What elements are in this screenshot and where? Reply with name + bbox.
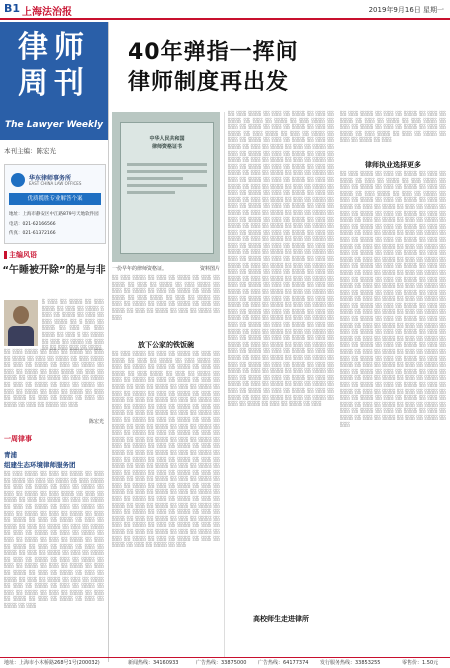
subhead-3: 高校师生走进律所 bbox=[228, 614, 334, 624]
footer-price: 零售价：1.50元 bbox=[402, 660, 439, 666]
editor-credit: 本刊主编：陈宏光 bbox=[4, 147, 56, 155]
law-firm-ad bbox=[4, 164, 106, 244]
column-divider-2 bbox=[224, 112, 225, 657]
headline-line-1: 40年弹指一挥间 bbox=[128, 40, 299, 65]
article-text-col2: ░░ ░░░ ░░░░ ░░ ░░░ ░░ ░░░░ ░░ ░░░ ░░ ░░░░ ░░ ░░░ ░░ ░░░░ ░░ ░░░ ░░░░ ░░ ░░░ ░░ ░░░░ ░░ ░░░ ░░ ░░░░ ░░ ░░░ ░░ ░░░░ ░░ ░░░ ░░░░ ░░ ░░░ ░░ ░░░░ ░░ ░░░ ░░ ░░░░ ░░ ░░░ ░░ ░░░░ ░░ ░░░ ░░ ░░░░ ░░ ░░░ ░░ ░░░░ ░░ ░░░ ░░ ░░░░ ░░ ░░░ ░░ ░░░░ ░░ ░░░ ░░ ░░░░ ░░ ░░░ ░░ ░░░░ ░░ ░░░ ░░ ░░░░ ░░ ░░░ ░░ ░░░░ ░░ ░░░ ░░ ░░░░ ░░ ░░░ ░░ ░░░░ ░░ ░░░ ░░ ░░░░ ░░ ░░░ ░░ ░░░░ ░░ ░░░ ░░ ░░░░ ░░ ░░░ ░░ ░░░░ ░░ ░░░ ░░ ░░░░ ░░ ░░░ ░░ ░░░░ ░░ ░░░ ░░ ░░░░ ░░ ░░░ ░░ ░░░░ ░░ ░░░ ░░ ░░░░ ░░ ░░░ ░░ ░░░░ ░░ ░░░ ░░ ░░░░ ░░ ░░░ ░░ ░░░░ ░░ ░░░ ░░ ░░░░ ░░ ░░░ ░░ ░░░░ ░░ ░░░ ░░ ░░░░ ░░ ░░░ ░░ ░░░░ ░░ ░░░ ░░ ░░░░ ░░ ░░░ ░░ ░░░░ ░░ ░░░ ░░ ░░░░ ░░ ░░░ ░░ ░░░░ ░░ ░░░ ░░ ░░░░ ░░ ░░░ ░░ ░░░░ ░░ ░░░ ░░ ░░░░ ░░ ░░░ ░░ ░░░░ ░░ ░░░ ░░ ░░░░ ░░ ░░░ ░░ ░░░░ ░░ ░░░ ░░ ░░░░ ░░ ░░░ ░░ ░░░░ ░░ ░░░ ░░ ░░░░ ░░ ░░░ ░░ ░░░░ ░░ ░░░ ░░ ░░░░ ░░ ░░░ ░░ ░░░░ ░░ ░░░ ░░ ░░░░ ░░ ░░░ ░░ ░░░░ ░░ ░░░ ░░ ░░░░ ░░ ░░░ ░░ ░░░░ ░░ ░░░ ░░ ░░░░ ░░ ░░░ ░░ ░░░░ ░░ ░░░ ░░ ░░░░ ░░ ░░░ ░░ ░░░░ ░░ ░░░ ░░ ░░░░ ░░ ░░░ ░░ ░░░░ ░░ ░░░ ░░ ░░░░ ░░ ░░░ ░░ ░░░░ ░░ ░░░ ░░ ░░░░ ░░ ░░░ ░░ ░░░░ ░░ ░░░ ░░ ░░░░ ░░ ░░░ ░░ ░░░░ ░░ ░░░ ░░ ░░░░ ░░ ░░░ ░░ ░░░░ ░░ ░░░ ░░ ░░░░ ░░ ░░░ ░░ ░░░░ ░░ ░░░ ░░ ░░░░ ░░ ░░░ ░░ ░░░░ ░░ ░░░ ░░ ░░░░ ░░ ░░░ ░░ ░░░░ ░░ ░░░ ░░ ░░░░ ░░ ░░░ ░░ ░░░░ ░░ ░░░ ░░ ░░░░ ░░ ░░░ ░░ ░░░░ ░░ ░░░ ░░ ░░░░ ░░ ░░░ ░░ ░░░░ ░░ ░░░ ░░ ░░░░ ░░ ░░░ ░░ ░░░░ ░░ ░░░ ░░ ░░░░ ░░ ░░░ ░░ ░░░░ ░░ ░░░ ░░ ░░░░ ░░ ░░░ ░░ ░░░░ ░░ ░░░ ░░ ░░░░ ░░ ░░░ ░░ ░░░░ ░░ ░░░ ░░ ░░░░ ░░ ░░░ ░░ ░░░░ ░░ ░░░ ░░ ░░░░ ░░ ░░░ ░░ ░░░░ ░░ ░░░ ░░ ░░░░ ░░ ░░░ ░░ ░░░░ ░░ ░░░ ░░ ░░░░ ░░ ░░░ ░░ ░░░░ ░░ ░░░ ░░ ░░░░ ░░ ░░░ ░░ ░░░░ ░░ ░░░ ░░ ░░░░ ░░ ░░░ ░░ ░░░░ ░░ ░░░ ░░ ░░░░ ░░ ░░░ ░░ ░░░░ ░░ ░░░ ░░ ░░░░ ░░ ░░░ ░░ ░░░░ ░░ ░░░ ░░ ░░░░ ░░ ░░░ ░░ ░░░░ ░░ ░░░ ░░ ░░░░ ░░ ░░░ ░░ ░░░░ ░░ ░░░ bbox=[228, 112, 334, 408]
footer-address: 地址：上海市小木桥路268号1号(200032) bbox=[4, 660, 100, 666]
subhead-2: 律师执业选择更多 bbox=[365, 161, 421, 169]
article-text-col3-a: ░░ ░░░ ░░░░ ░░ ░░░ ░░ ░░░░ ░░ ░░░ ░░ ░░░░ ░░ ░░░ ░░ ░░░░ ░░ ░░░ ░░░░ ░░ ░░░ ░░ ░░░░ ░░ ░░░ ░░ ░░░░ ░░ ░░░ ░░ ░░░░ ░░ ░░░ ░░░░ ░░ ░░░ ░░ ░░░░ ░░ ░░░ ░░ ░░░░ ░░ ░░░ bbox=[340, 112, 446, 144]
footer-distribution: 广告热线：64177374 bbox=[258, 660, 309, 666]
certificate-title-2: 律师资格证书 bbox=[151, 144, 182, 150]
ad-fax: 传真：021-61372166 bbox=[9, 231, 56, 236]
certificate-title-1: 中华人民共和国 bbox=[149, 136, 185, 142]
footer-complaints: 发行服务热线：33853255 bbox=[320, 660, 381, 666]
column-signature: 陈宏光 bbox=[88, 419, 104, 425]
column-divider bbox=[108, 22, 109, 662]
section-tag-weekly-news: 一周律事 bbox=[4, 435, 32, 443]
page-header bbox=[0, 0, 450, 20]
column-body-text-2: ░░ ░░░ ░░░░ ░░ ░░░ ░░ ░░░░ ░░ ░░░ ░░ ░░░░ ░░ ░░░ ░░ ░░░░ ░░ ░░░ ░░░░ ░░ ░░░ ░░ ░░░░ ░░ ░░░ ░░ ░░░░ ░░ ░░░ ░░ ░░░░ ░░ ░░░ ░░░░ ░░ ░░░ ░░ ░░░░ ░░ ░░░ ░░ ░░░░ ░░ ░░░ ░░ ░░░░ ░░ ░░░ ░░ ░░░░ ░░ ░░░ ░░ ░░░░ ░░ ░░░ ░░ ░░░░ ░░ ░░░ ░░ ░░░░ ░░ ░░░ ░░ ░░░░ ░░ ░░░ ░░ ░░░░ ░░ ░░░ ░░ ░░░░ ░░ ░░░ ░░ ░░░░ ░░ ░░░ bbox=[4, 350, 104, 408]
page-number: B1 bbox=[4, 2, 21, 15]
page-footer bbox=[0, 657, 450, 668]
headline-line-2: 律师制度再出发 bbox=[128, 70, 290, 95]
article-text-col1-a: ░░ ░░░ ░░░░ ░░ ░░░ ░░ ░░░░ ░░ ░░░ ░░ ░░░░ ░░ ░░░ ░░ ░░░░ ░░ ░░░ ░░░░ ░░ ░░░ ░░ ░░░░ ░░ ░░░ ░░ ░░░░ ░░ ░░░ ░░ ░░░░ ░░ ░░░ ░░░░ ░░ ░░░ ░░ ░░░░ ░░ ░░░ ░░ ░░░░ ░░ ░░░ ░░ ░░░░ ░░ ░░░ ░░ ░░░░ ░░ ░░░ ░░ ░░░░ ░░ ░░░ ░░ ░░░░ ░░ ░░░ bbox=[112, 276, 220, 321]
footer-ad-hotline: 广告热线：33875000 bbox=[196, 660, 247, 666]
section-brand bbox=[0, 22, 108, 140]
newspaper-masthead: 上海法治报 bbox=[22, 7, 72, 18]
column-body-text: ░ ░░░ ░░ ░░░░ ░░ ░░░ ░░░░ ░░ ░░░ ░░ ░░░░ ░ ░░░ ░░ ░░░░ ░░ ░░░ ░░ ░░░ ░░░░ ░░ ░ ░░░ ░░ ░░░░ ░░ ░░░ ░░ ░░░ ░░░░ ░░ ░░░ ░ ░░ ░░░░ ░░ ░░░ ░░ ░░░░ ░░ ░░░ ░░ ░░ ░░░ ░░░ ░░ ░░░░ bbox=[42, 300, 104, 352]
ad-firm-name-en: EAST CHINA LAW OFFICES bbox=[29, 181, 82, 186]
firm-logo-icon bbox=[11, 173, 25, 187]
ad-firm-name: 华东律师事务所 bbox=[29, 175, 72, 182]
article-text-col3-b: ░░ ░░░ ░░░░ ░░ ░░░ ░░ ░░░░ ░░ ░░░ ░░ ░░░░ ░░ ░░░ ░░ ░░░░ ░░ ░░░ ░░░░ ░░ ░░░ ░░ ░░░░ ░░ ░░░ ░░ ░░░░ ░░ ░░░ ░░ ░░░░ ░░ ░░░ ░░░░ ░░ ░░░ ░░ ░░░░ ░░ ░░░ ░░ ░░░░ ░░ ░░░ ░░ ░░░░ ░░ ░░░ ░░ ░░░░ ░░ ░░░ ░░ ░░░░ ░░ ░░░ ░░ ░░░░ ░░ ░░░ ░░ ░░░░ ░░ ░░░ ░░ ░░░░ ░░ ░░░ ░░ ░░░░ ░░ ░░░ ░░ ░░░░ ░░ ░░░ ░░ ░░░░ ░░ ░░░ ░░ ░░░░ ░░ ░░░ ░░ ░░░░ ░░ ░░░ ░░ ░░░░ ░░ ░░░ ░░ ░░░░ ░░ ░░░ ░░ ░░░░ ░░ ░░░ ░░ ░░░░ ░░ ░░░ ░░ ░░░░ ░░ ░░░ ░░ ░░░░ ░░ ░░░ ░░ ░░░░ ░░ ░░░ ░░ ░░░░ ░░ ░░░ ░░ ░░░░ ░░ ░░░ ░░ ░░░░ ░░ ░░░ ░░ ░░░░ ░░ ░░░ ░░ ░░░░ ░░ ░░░ ░░ ░░░░ ░░ ░░░ ░░ ░░░░ ░░ ░░░ ░░ ░░░░ ░░ ░░░ ░░ ░░░░ ░░ ░░░ ░░ ░░░░ ░░ ░░░ ░░ ░░░░ ░░ ░░░ ░░ ░░░░ ░░ ░░░ ░░ ░░░░ ░░ ░░░ ░░ ░░░░ ░░ ░░░ ░░ ░░░░ ░░ ░░░ ░░ ░░░░ ░░ ░░░ ░░ ░░░░ ░░ ░░░ ░░ ░░░░ ░░ ░░░ ░░ ░░░░ ░░ ░░░ ░░ ░░░░ ░░ ░░░ ░░ ░░░░ ░░ ░░░ ░░ ░░░░ ░░ ░░░ ░░ ░░░░ ░░ ░░░ ░░ ░░░░ ░░ ░░░ ░░ ░░░░ ░░ ░░░ ░░ ░░░░ ░░ ░░░ ░░ ░░░░ ░░ ░░░ ░░ ░░░░ ░░ ░░░ ░░ ░░░░ ░░ ░░░ ░░ ░░░░ ░░ ░░░ ░░ ░░░░ ░░ ░░░ ░░ ░░░░ ░░ ░░░ ░░ ░░░░ ░░ ░░░ ░░ ░░░░ ░░ ░░░ ░░ ░░░░ ░░ ░░░ ░░ ░░░░ ░░ ░░░ ░░ ░░░░ ░░ ░░░ ░░ ░░░░ ░░ ░░░ ░░ ░░░░ ░░ ░░░ ░░ ░░░░ ░░ ░░░ ░░ ░░░░ ░░ ░░░ ░░ ░░░░ ░░ ░░░ ░░ ░░░░ ░░ ░░░ ░░ ░░░░ ░░ ░░░ ░░ ░░░░ ░░ ░░░ ░░ ░░░░ ░░ ░░░ ░░ ░░░░ ░░ ░░░ ░░ ░░░░ ░░ ░░░ ░░ ░░░░ ░░ ░░░ ░░ ░░░░ ░░ ░░░ ░░ ░░░░ ░░ ░░░ ░░ ░░░░ ░░ ░░░ ░░ ░░░░ ░░ ░░░ ░░ ░░░░ ░░ ░░░ ░░ ░░░░ ░░ ░░░ ░░ ░░░░ ░░ ░░░ ░░ ░░░░ ░░ ░░░ ░░ ░░░░ ░░ ░░░ ░░ ░░░░ ░░ ░░░ ░░ ░░░░ ░░ ░░░ ░░ ░░░░ ░░ ░░░ ░░ ░░░░ ░░ ░░░ ░░ ░░░░ ░░ ░░░ ░░ ░░░░ ░░ ░░░ ░░ ░░░░ ░░ ░░░ ░░ ░░░░ ░░ ░░░ bbox=[340, 172, 446, 428]
brand-title: 律师周刊 bbox=[18, 30, 90, 101]
certificate-photo bbox=[112, 112, 220, 262]
news-body-text: ░░ ░░░ ░░░░ ░░ ░░░ ░░ ░░░░ ░░ ░░░ ░░ ░░░░ ░░ ░░░ ░░ ░░░░ ░░ ░░░ ░░░░ ░░ ░░░ ░░ ░░░░ ░░ ░░░ ░░ ░░░░ ░░ ░░░ ░░ ░░░░ ░░ ░░░ ░░░░ ░░ ░░░ ░░ ░░░░ ░░ ░░░ ░░ ░░░░ ░░ ░░░ ░░ ░░░░ ░░ ░░░ ░░ ░░░░ ░░ ░░░ ░░ ░░░░ ░░ ░░░ ░░ ░░░░ ░░ ░░░ ░░ ░░░░ ░░ ░░░ ░░ ░░░░ ░░ ░░░ ░░ ░░░░ ░░ ░░░ ░░ ░░░░ ░░ ░░░ ░░ ░░░░ ░░ ░░░ ░░ ░░░░ ░░ ░░░ ░░ ░░░░ ░░ ░░░ ░░ ░░░░ ░░ ░░░ ░░ ░░░░ ░░ ░░░ ░░ ░░░░ ░░ ░░░ ░░ ░░░░ ░░ ░░░ ░░ ░░░░ ░░ ░░░ ░░ ░░░░ ░░ ░░░ ░░ ░░░░ ░░ ░░░ ░░ ░░░░ ░░ ░░░ ░░ ░░░░ ░░ ░░░ ░░ ░░░░ ░░ ░░░ ░░ ░░░░ ░░ ░░░ ░░ ░░░░ ░░ ░░░ ░░ ░░░░ ░░ ░░░ ░░ ░░░░ ░░ ░░░ ░░ ░░░░ ░░ ░░░ ░░ ░░░░ ░░ ░░░ ░░ ░░░░ ░░ ░░░ ░░ ░░░░ ░░ ░░░ ░░ ░░░░ ░░ ░░░ ░░ ░░░░ ░░ ░░░ ░░ ░░░░ ░░ ░░░ ░░ ░░░░ ░░ ░░░ ░░ ░░░░ ░░ ░░░ ░░ ░░░░ ░░ ░░░ bbox=[4, 472, 104, 609]
sidebar bbox=[0, 22, 108, 662]
article-text-col1-b: ░░ ░░░ ░░░░ ░░ ░░░ ░░ ░░░░ ░░ ░░░ ░░ ░░░░ ░░ ░░░ ░░ ░░░░ ░░ ░░░ ░░░░ ░░ ░░░ ░░ ░░░░ ░░ ░░░ ░░ ░░░░ ░░ ░░░ ░░ ░░░░ ░░ ░░░ ░░░░ ░░ ░░░ ░░ ░░░░ ░░ ░░░ ░░ ░░░░ ░░ ░░░ ░░ ░░░░ ░░ ░░░ ░░ ░░░░ ░░ ░░░ ░░ ░░░░ ░░ ░░░ ░░ ░░░░ ░░ ░░░ ░░ ░░░░ ░░ ░░░ ░░ ░░░░ ░░ ░░░ ░░ ░░░░ ░░ ░░░ ░░ ░░░░ ░░ ░░░ ░░ ░░░░ ░░ ░░░ ░░ ░░░░ ░░ ░░░ ░░ ░░░░ ░░ ░░░ ░░ ░░░░ ░░ ░░░ ░░ ░░░░ ░░ ░░░ ░░ ░░░░ ░░ ░░░ ░░ ░░░░ ░░ ░░░ ░░ ░░░░ ░░ ░░░ ░░ ░░░░ ░░ ░░░ ░░ ░░░░ ░░ ░░░ ░░ ░░░░ ░░ ░░░ ░░ ░░░░ ░░ ░░░ ░░ ░░░░ ░░ ░░░ ░░ ░░░░ ░░ ░░░ ░░ ░░░░ ░░ ░░░ ░░ ░░░░ ░░ ░░░ ░░ ░░░░ ░░ ░░░ ░░ ░░░░ ░░ ░░░ ░░ ░░░░ ░░ ░░░ ░░ ░░░░ ░░ ░░░ ░░ ░░░░ ░░ ░░░ ░░ ░░░░ ░░ ░░░ ░░ ░░░░ ░░ ░░░ ░░ ░░░░ ░░ ░░░ ░░ ░░░░ ░░ ░░░ ░░ ░░░░ ░░ ░░░ ░░ ░░░░ ░░ ░░░ ░░ ░░░░ ░░ ░░░ ░░ ░░░░ ░░ ░░░ ░░ ░░░░ ░░ ░░░ ░░ ░░░░ ░░ ░░░ ░░ ░░░░ ░░ ░░░ ░░ ░░░░ ░░ ░░░ ░░ ░░░░ ░░ ░░░ ░░ ░░░░ ░░ ░░░ ░░ ░░░░ ░░ ░░░ ░░ ░░░░ ░░ ░░░ ░░ ░░░░ ░░ ░░░ ░░ ░░░░ ░░ ░░░ ░░ ░░░░ ░░ ░░░ ░░ ░░░░ ░░ ░░░ ░░ ░░░░ ░░ ░░░ ░░ ░░░░ ░░ ░░░ ░░ ░░░░ ░░ ░░░ ░░ ░░░░ ░░ ░░░ ░░ ░░░░ ░░ ░░░ ░░ ░░░░ ░░ ░░░ ░░ ░░░░ ░░ ░░░ ░░ ░░░░ ░░ ░░░ ░░ ░░░░ ░░ ░░░ ░░ ░░░░ ░░ ░░░ ░░ ░░░░ ░░ ░░░ ░░ ░░░░ ░░ ░░░ ░░ ░░░░ ░░ ░░░ ░░ ░░░░ ░░ ░░░ bbox=[112, 352, 220, 549]
issue-date: 2019年9月16日 星期一 bbox=[368, 6, 444, 14]
news-title: 组建生态环境律师服务团 bbox=[4, 461, 76, 469]
news-location: 青浦 bbox=[4, 451, 17, 459]
brand-title-en: The Lawyer Weekly bbox=[5, 120, 103, 130]
ad-phone: 电话：021-62166566 bbox=[9, 222, 56, 227]
main-headline bbox=[128, 38, 428, 98]
ad-slogan: 优质揽胜专业解答个案 bbox=[9, 193, 101, 205]
footer-news-hotline: 新闻热线：34160933 bbox=[128, 660, 179, 666]
author-portrait bbox=[4, 300, 38, 346]
photo-caption: 一份早年的律师资格证。 资料图片 bbox=[112, 266, 220, 272]
column-tag: 主编风语 bbox=[4, 250, 37, 260]
ad-address: 地址：上海市静安区中江路879号天地软件园 bbox=[9, 212, 99, 217]
column-title: “午睡被开除”的是与非 bbox=[2, 265, 106, 276]
subhead-1: 放下公家的铁饭碗 bbox=[138, 341, 194, 349]
